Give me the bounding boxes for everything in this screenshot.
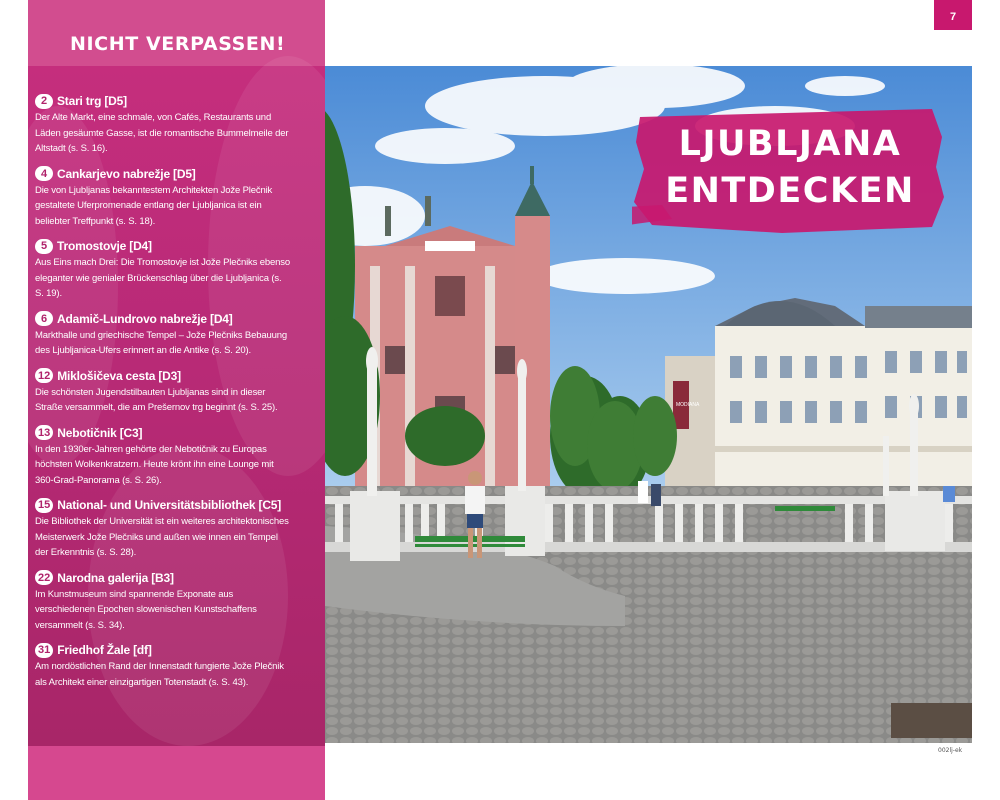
highlight-list bbox=[35, 93, 290, 699]
sidebar-title: NICHT VERPASSEN! bbox=[70, 33, 286, 55]
list-item bbox=[35, 166, 290, 230]
list-item bbox=[35, 238, 290, 302]
list-item bbox=[35, 368, 290, 416]
item-description: Der Alte Markt, eine schmale, von Cafés, Restaurants und Läden gesäumte Gasse, ist die romantische Bummelmeile der Altstadt (s. S. 16). bbox=[35, 112, 289, 154]
hero-title-line-2: ENTDECKEN bbox=[665, 171, 915, 211]
item-title: Friedhof Žale [df] bbox=[57, 643, 152, 657]
item-description: Markthalle und griechische Tempel – Jože Plečniks Bebauung des Ljubljanica-Ufers erinnert an die Antike (s. S. 20). bbox=[35, 329, 287, 356]
shop-sign: MODIANA bbox=[676, 402, 700, 408]
hero-title-line-1: LJUBLJANA bbox=[678, 124, 902, 164]
photo-credit: 002lj-ek bbox=[938, 747, 963, 754]
number-badge: 22 bbox=[35, 570, 53, 585]
item-title: Narodna galerija [B3] bbox=[57, 570, 174, 585]
item-description: In den 1930er-Jahren gehörte der Nebotičnik zu Europas höchsten Wolkenkratzern. Heute krönt ihn eine Lounge mit 360-Grad-Panorama (s. S. 26). bbox=[35, 443, 274, 486]
item-description: Die schönsten Jugendstilbauten Ljubljanas sind in dieser Straße versammelt, die am Prešernov trg beginnt (s. S. 25). bbox=[35, 386, 278, 413]
list-item bbox=[35, 311, 290, 359]
page-number: 7 bbox=[934, 0, 972, 30]
number-badge: 13 bbox=[35, 425, 53, 440]
item-title: Tromostovje [D4] bbox=[57, 239, 152, 253]
number-badge: 5 bbox=[35, 239, 53, 254]
list-item bbox=[35, 497, 290, 561]
hero-title bbox=[632, 121, 948, 215]
item-title: Nebotičnik [C3] bbox=[57, 425, 143, 440]
sidebar-bottom bbox=[28, 746, 325, 800]
list-item bbox=[35, 570, 290, 634]
item-description: Im Kunstmuseum sind spannende Exponate aus verschiedenen Epochen slowenischen Kunstschaffens versammelt (s. S. 34). bbox=[35, 588, 257, 631]
item-description: Aus Eins mach Drei: Die Tromostovje ist Jože Plečniks ebenso eleganter wie genialer Brückenschlag über die Ljubljanica (s. S. 19). bbox=[35, 257, 290, 299]
list-item bbox=[35, 425, 290, 489]
number-badge: 2 bbox=[35, 94, 53, 109]
item-title: Miklošičeva cesta [D3] bbox=[57, 368, 181, 383]
item-title: National- und Universitätsbibliothek [C5] bbox=[57, 498, 282, 512]
item-description: Die Bibliothek der Universität ist ein weiteres architektonisches Meisterwerk Jože Plečniks und außen wie innen ein Tempel der Erkenntnis (s. S. 28). bbox=[35, 516, 289, 558]
item-title: Cankarjevo nabrežje [D5] bbox=[57, 166, 196, 181]
number-badge: 4 bbox=[35, 166, 53, 181]
item-title: Adamič-Lundrovo nabrežje [D4] bbox=[57, 311, 233, 326]
number-badge: 6 bbox=[35, 311, 53, 326]
item-title: Stari trg [D5] bbox=[57, 94, 127, 108]
number-badge: 12 bbox=[35, 368, 53, 383]
number-badge: 31 bbox=[35, 643, 53, 658]
list-item bbox=[35, 93, 290, 157]
item-description: Die von Ljubljanas bekanntestem Architekten Jože Plečnik gestaltete Uferpromenade entlang der Ljubljanica ist ein beliebter Treffpunkt (s. S. 18). bbox=[35, 184, 273, 227]
number-badge: 15 bbox=[35, 498, 53, 513]
list-item bbox=[35, 642, 290, 690]
item-description: Am nordöstlichen Rand der Innenstadt fungierte Jože Plečnik als Architekt einer einzigartigen Totenstadt (s. S. 43). bbox=[35, 661, 284, 688]
drain-grate bbox=[891, 703, 972, 738]
